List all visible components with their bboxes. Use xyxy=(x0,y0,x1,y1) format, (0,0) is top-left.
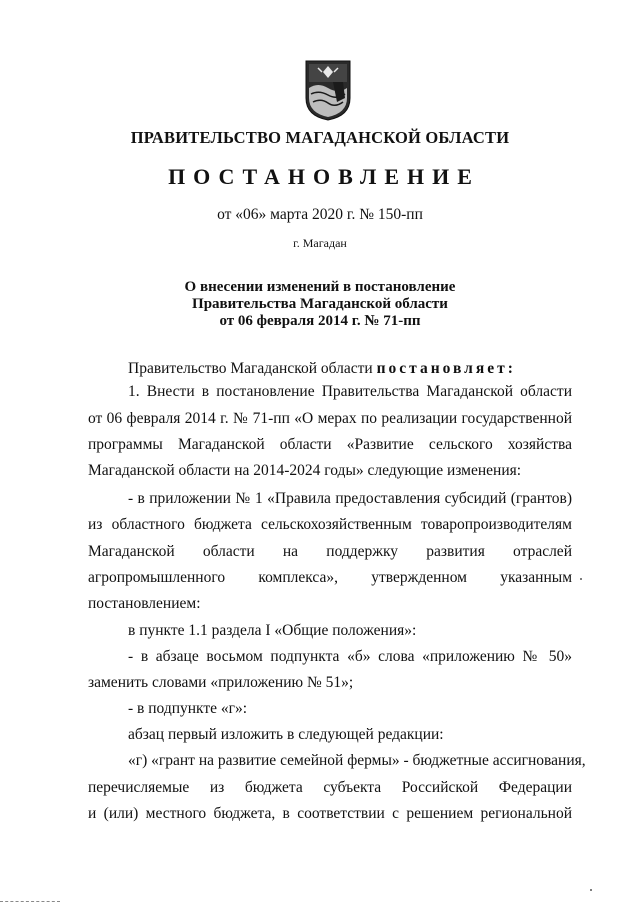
preamble-text: Правительство Магаданской области xyxy=(128,360,373,377)
paragraph-line: из областного бюджета сельскохозяйственным товаропроизводителям xyxy=(88,516,572,533)
paragraph-line: заменить словами «приложению № 51»; xyxy=(88,674,354,691)
paragraph-line: - в приложении № 1 «Правила предоставления субсидий (грантов) xyxy=(128,490,572,507)
scan-edge-mark xyxy=(0,901,60,903)
paragraph-line: перечисляемые из бюджета субъекта Российской Федерации xyxy=(88,779,572,796)
paragraph-line: - в подпункте «г»: xyxy=(128,700,248,717)
document-type: ПОСТАНОВЛЕНИЕ xyxy=(168,164,480,189)
document-date-number: от «06» марта 2020 г. № 150-пп xyxy=(217,206,423,223)
paragraph-line: - в абзаце восьмом подпункта «б» слова «приложению № 50» xyxy=(128,648,572,665)
preamble xyxy=(128,360,516,378)
paragraph-line: постановлением: xyxy=(88,595,201,612)
preamble-verb: постановляет: xyxy=(376,360,516,377)
paragraph-line: Магаданской области на поддержку развития отраслей xyxy=(88,543,572,560)
scan-speck xyxy=(580,578,582,580)
paragraph-line: агропромышленного комплекса», утвержденном указанным xyxy=(88,569,572,586)
government-name: ПРАВИТЕЛЬСТВО МАГАДАНСКОЙ ОБЛАСТИ xyxy=(130,128,510,147)
paragraph-line: 1. Внести в постановление Правительства Магаданской области xyxy=(128,383,572,400)
paragraph-line: Магаданской области на 2014-2024 годы» следующие изменения: xyxy=(88,462,522,479)
paragraph-line: от 06 февраля 2014 г. № 71-пп «О мерах по реализации государственной xyxy=(88,410,572,427)
scan-speck xyxy=(590,889,592,891)
paragraph-line: программы Магаданской области «Развитие сельского хозяйства xyxy=(88,436,572,453)
paragraph-line: и (или) местного бюджета, в соответствии с решением региональной xyxy=(88,805,572,822)
subject-line: О внесении изменений в постановление xyxy=(184,279,456,295)
paragraph-line: абзац первый изложить в следующей редакции: xyxy=(128,726,444,743)
document-city: г. Магадан xyxy=(293,236,347,250)
subject-line: от 06 февраля 2014 г. № 71-пп xyxy=(219,313,421,329)
subject-line: Правительства Магаданской области xyxy=(192,296,448,312)
paragraph-line: «г) «грант на развитие семейной фермы» - бюджетные ассигнования, xyxy=(128,752,586,769)
coat-of-arms-emblem xyxy=(303,58,353,122)
document-subject xyxy=(0,279,640,330)
paragraph-line: в пункте 1.1 раздела I «Общие положения»: xyxy=(128,622,417,639)
